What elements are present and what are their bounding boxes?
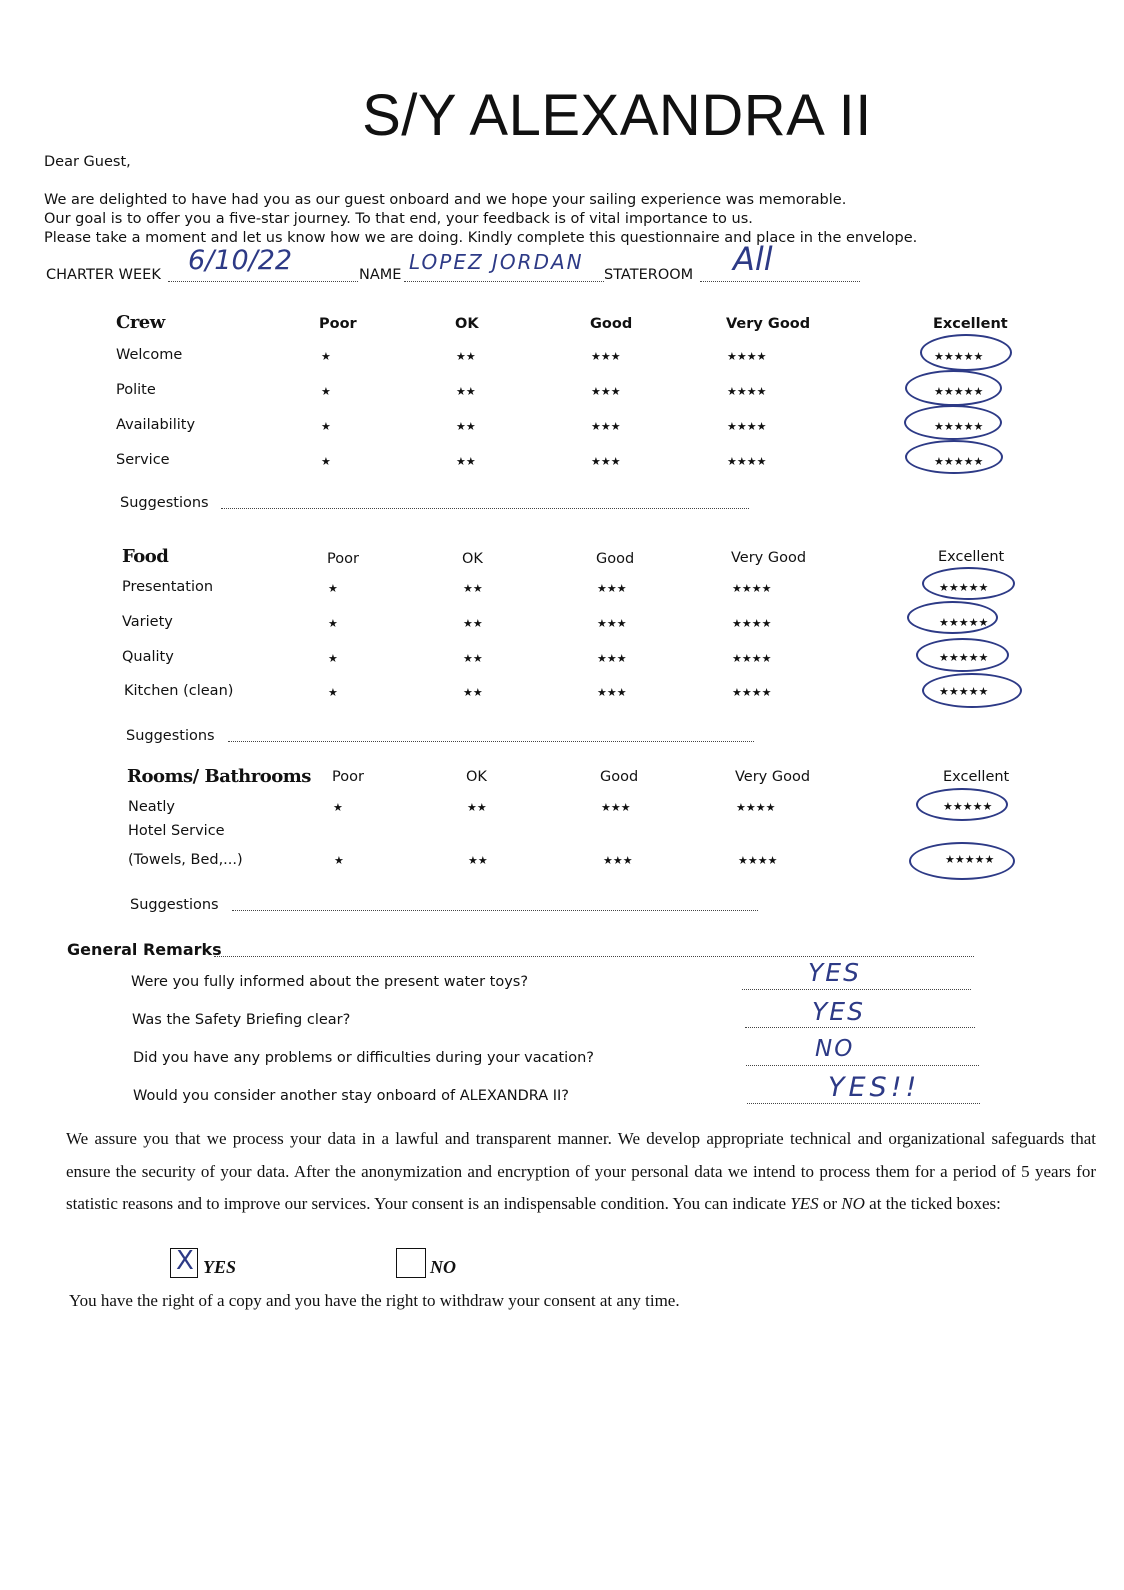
rating-excellent[interactable]: ★★★★★ (943, 800, 993, 813)
rating-excellent[interactable]: ★★★★★ (934, 420, 984, 433)
col-poor: Poor (327, 551, 359, 567)
section-title-crew: Crew (116, 312, 165, 333)
privacy-notice-yes: YES (790, 1194, 819, 1213)
charter-week-line (168, 281, 358, 282)
col-ok: OK (466, 769, 487, 785)
row-label: Welcome (116, 347, 183, 363)
rating-excellent[interactable]: ★★★★★ (934, 455, 984, 468)
selection-circle (920, 334, 1012, 371)
row-label: Variety (122, 614, 173, 630)
rating-ok[interactable]: ★★ (456, 385, 476, 398)
rating-excellent[interactable]: ★★★★★ (939, 651, 989, 664)
question-label: Did you have any problems or difficulties during your vacation? (133, 1050, 594, 1066)
rating-excellent[interactable]: ★★★★★ (939, 581, 989, 594)
col-poor: Poor (319, 316, 357, 332)
rating-good[interactable]: ★★★ (591, 385, 621, 398)
rating-poor[interactable]: ★ (328, 652, 338, 665)
suggestions-label: Suggestions (126, 728, 215, 744)
answer-line (742, 989, 971, 990)
col-excellent: Excellent (933, 316, 1008, 332)
rating-poor[interactable]: ★ (321, 350, 331, 363)
rating-very-good[interactable]: ★★★★ (732, 582, 772, 595)
row-label: (Towels, Bed,...) (128, 852, 243, 868)
row-label: Quality (122, 649, 174, 665)
row-label: Availability (116, 417, 196, 433)
answer-input[interactable]: YES (808, 958, 861, 987)
rating-ok[interactable]: ★★ (456, 350, 476, 363)
answer-input[interactable]: YES!! (828, 1072, 921, 1103)
selection-circle (916, 638, 1009, 672)
row-label: Presentation (122, 579, 214, 595)
rating-good[interactable]: ★★★ (591, 420, 621, 433)
row-label-hotel-service: Hotel Service (128, 823, 225, 839)
consent-yes-checkbox[interactable] (170, 1248, 198, 1278)
suggestions-line[interactable] (228, 741, 754, 742)
charter-week-input[interactable]: 6/10/22 (188, 245, 293, 276)
intro-line-3: Please take a moment and let us know how we are doing. Kindly complete this questionnaire and place in the envelope. (44, 230, 918, 246)
question-label: Would you consider another stay onboard of ALEXANDRA II? (133, 1088, 569, 1104)
page-title: S/Y ALEXANDRA II (362, 83, 872, 148)
name-label: NAME (359, 267, 402, 283)
col-excellent: Excellent (943, 769, 1010, 785)
suggestions-label: Suggestions (130, 897, 219, 913)
answer-input[interactable]: NO (815, 1036, 855, 1062)
col-very-good: Very Good (735, 769, 811, 785)
answer-line (747, 1103, 980, 1104)
salutation: Dear Guest, (44, 154, 131, 170)
col-good: Good (596, 551, 635, 567)
rating-good[interactable]: ★★★ (597, 582, 627, 595)
selection-circle (909, 842, 1015, 880)
rating-very-good[interactable]: ★★★★ (738, 854, 778, 867)
col-good: Good (590, 316, 633, 332)
privacy-notice-or: or (818, 1194, 842, 1213)
suggestions-label: Suggestions (120, 495, 209, 511)
name-line (404, 281, 604, 282)
rating-good[interactable]: ★★★ (591, 350, 621, 363)
row-label: Polite (116, 382, 156, 398)
col-ok: OK (462, 551, 483, 567)
consent-no-checkbox[interactable] (396, 1248, 426, 1278)
rating-good[interactable]: ★★★ (603, 854, 633, 867)
stateroom-line (700, 281, 860, 282)
rating-excellent[interactable]: ★★★★★ (945, 853, 995, 866)
suggestions-line[interactable] (221, 508, 749, 509)
rating-ok[interactable]: ★★ (463, 686, 483, 699)
col-ok: OK (455, 316, 479, 332)
rating-ok[interactable]: ★★ (467, 801, 487, 814)
stateroom-input[interactable]: All (733, 240, 773, 278)
selection-circle (922, 673, 1022, 708)
rating-ok[interactable]: ★★ (456, 455, 476, 468)
selection-circle (916, 788, 1008, 821)
rating-poor[interactable]: ★ (333, 801, 343, 814)
rating-ok[interactable]: ★★ (463, 582, 483, 595)
intro-line-2: Our goal is to offer you a five-star journey. To that end, your feedback is of vital importance to us. (44, 211, 753, 227)
name-input[interactable]: LOPEZ JORDAN (409, 250, 584, 274)
rating-poor[interactable]: ★ (321, 385, 331, 398)
rating-very-good[interactable]: ★★★★ (727, 420, 767, 433)
rating-poor[interactable]: ★ (328, 617, 338, 630)
selection-circle (922, 567, 1015, 600)
privacy-notice-no: NO (841, 1194, 865, 1213)
answer-line (746, 1065, 979, 1066)
rating-very-good[interactable]: ★★★★ (727, 385, 767, 398)
rating-good[interactable]: ★★★ (597, 652, 627, 665)
row-label: Service (116, 452, 170, 468)
answer-line (745, 1027, 975, 1028)
privacy-notice-indicate: indicate (732, 1194, 791, 1213)
selection-circle (904, 405, 1002, 440)
privacy-notice-body: We assure you that we process your data in a lawful and transparent manner. We develop appropriate technical and organizational safeguards that ensure the security of your data. After the anonymization and encryption of your personal data we intend to process them for a period of 5 years for statistic reasons and to improve our services. Your consent is an indispensable condition. You can (66, 1129, 1096, 1213)
privacy-notice (66, 1123, 1096, 1221)
privacy-notice-end: at the ticked boxes: (864, 1194, 1001, 1213)
rating-good[interactable]: ★★★ (601, 801, 631, 814)
rating-ok[interactable]: ★★ (463, 652, 483, 665)
consent-yes-label: YES (203, 1257, 237, 1277)
section-title-food: Food (122, 546, 169, 567)
col-very-good: Very Good (726, 316, 811, 332)
row-label: Neatly (128, 799, 175, 815)
rating-very-good[interactable]: ★★★★ (736, 801, 776, 814)
rating-excellent[interactable]: ★★★★★ (934, 385, 984, 398)
rating-excellent[interactable]: ★★★★★ (939, 616, 989, 629)
row-label: Kitchen (clean) (124, 683, 234, 699)
rating-poor[interactable]: ★ (321, 455, 331, 468)
rating-very-good[interactable]: ★★★★ (727, 350, 767, 363)
rating-poor[interactable]: ★ (328, 686, 338, 699)
charter-week-label: CHARTER WEEK (46, 267, 161, 283)
withdraw-notice: You have the right of a copy and you have the right to withdraw your consent at any time. (69, 1291, 680, 1310)
col-poor: Poor (332, 769, 364, 785)
col-excellent: Excellent (938, 549, 1005, 565)
col-very-good: Very Good (731, 550, 807, 566)
rating-very-good[interactable]: ★★★★ (727, 455, 767, 468)
answer-input[interactable]: YES (812, 997, 865, 1026)
rating-excellent[interactable]: ★★★★★ (934, 350, 984, 363)
rating-poor[interactable]: ★ (328, 582, 338, 595)
question-label: Was the Safety Briefing clear? (132, 1012, 351, 1028)
consent-no-label: NO (430, 1257, 456, 1277)
selection-circle (907, 601, 998, 634)
intro-line-1: We are delighted to have had you as our guest onboard and we hope your sailing experience was memorable. (44, 192, 847, 208)
check-x-mark: X (176, 1246, 194, 1276)
rating-excellent[interactable]: ★★★★★ (939, 685, 989, 698)
general-remarks-title: General Remarks (67, 940, 222, 959)
selection-circle (905, 370, 1002, 406)
rating-ok[interactable]: ★★ (463, 617, 483, 630)
question-label: Were you fully informed about the present water toys? (131, 974, 529, 990)
rating-poor[interactable]: ★ (321, 420, 331, 433)
rating-ok[interactable]: ★★ (468, 854, 488, 867)
rating-ok[interactable]: ★★ (456, 420, 476, 433)
rating-very-good[interactable]: ★★★★ (732, 617, 772, 630)
suggestions-line[interactable] (232, 910, 758, 911)
stateroom-label: STATEROOM (604, 267, 694, 283)
col-good: Good (600, 769, 639, 785)
rating-very-good[interactable]: ★★★★ (732, 686, 772, 699)
rating-good[interactable]: ★★★ (597, 617, 627, 630)
rating-very-good[interactable]: ★★★★ (732, 652, 772, 665)
rating-poor[interactable]: ★ (334, 854, 344, 867)
rating-good[interactable]: ★★★ (597, 686, 627, 699)
selection-circle (905, 440, 1003, 474)
section-title-rooms: Rooms/ Bathrooms (127, 766, 311, 787)
rating-good[interactable]: ★★★ (591, 455, 621, 468)
general-remarks-line[interactable] (214, 956, 974, 957)
